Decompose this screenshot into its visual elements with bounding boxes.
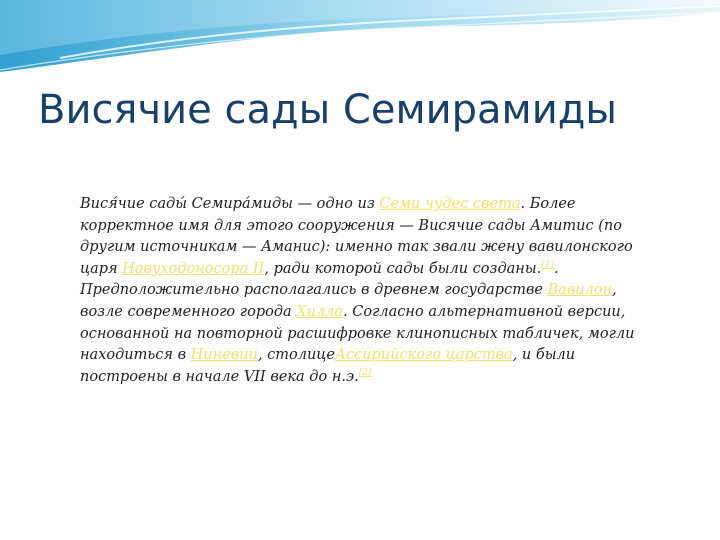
- body-text-run: , ради которой сады были созданы.: [264, 260, 542, 277]
- citation-link[interactable]: [1]: [541, 259, 554, 270]
- body-text-run: Вися́чие сады́ Семира́миды — одно из: [80, 196, 380, 212]
- body-link[interactable]: Вавилон: [547, 282, 613, 299]
- body-text-run: . Согласно альтернативной версии, основанной на повторной расшифровке клинописных табличек, могли находиться в: [80, 303, 635, 364]
- body-link[interactable]: Ассирийского царства: [334, 347, 513, 364]
- slide-title: Висячие сады Семирамиды: [38, 87, 617, 133]
- slide-body-text: [80, 194, 650, 388]
- body-text-run: . Предположительно располагались в древнем государстве: [80, 260, 559, 299]
- body-link[interactable]: Семи чудес света: [379, 196, 521, 212]
- body-link[interactable]: Навуходоносора II: [122, 260, 265, 277]
- body-text-run: , столице: [257, 347, 335, 364]
- body-text-run: . Более корректное имя для этого сооружения — Висячие сады Амитис (по другим источникам — Аманис): именно так звали жену вавилонского царя: [80, 196, 633, 277]
- body-link[interactable]: Ниневии: [190, 347, 258, 364]
- citation-link[interactable]: [2]: [358, 367, 372, 378]
- body-link[interactable]: Хилла: [296, 303, 344, 320]
- body-text-run: , и были построены в начале VII века до н.э.: [80, 347, 576, 385]
- header-wave-decoration: [0, 0, 720, 90]
- body-text-run: , возле современного города: [80, 282, 617, 320]
